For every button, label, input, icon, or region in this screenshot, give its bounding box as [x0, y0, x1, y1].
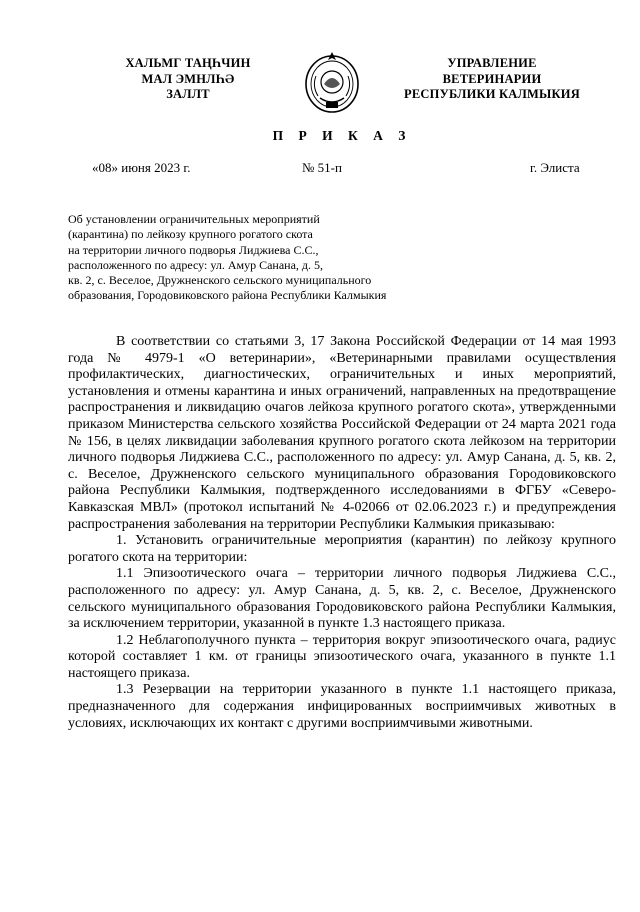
order-body [68, 334, 616, 732]
order-date: «08» июня 2023 г. [92, 160, 191, 175]
subject-line: Об установлении ограничительных мероприятий [68, 212, 320, 226]
subject-line: кв. 2, с. Веселое, Дружненского сельского муниципального [68, 273, 372, 288]
order-city: г. Элиста [530, 160, 580, 175]
issuer-russian-line: РЕСПУБЛИКИ КАЛМЫКИЯ [404, 87, 580, 101]
kalmykia-coat-of-arms-icon [302, 46, 362, 116]
subject-line: на территории личного подворья Лиджиева С.С., [68, 242, 319, 257]
order-subject [68, 212, 448, 304]
clause-1: 1. Установить ограничительные мероприятия (карантин) по лейкозу крупного рогатого скота на территории: [68, 533, 616, 565]
issuer-name-kalmyk [108, 56, 268, 103]
subject-line: образования, Городовиковского района Республики Калмыкия [68, 288, 387, 303]
issuer-russian-line: УПРАВЛЕНИЕ [447, 56, 537, 70]
issuer-russian-line: ВЕТЕРИНАРИИ [442, 71, 542, 86]
issuer-name-russian [392, 56, 592, 103]
clause-1-3: 1.3 Резервации на территории указанного в пункте 1.1 настоящего приказа, предназначенного для содержания инфицированных восприимчивых животных в условиях, исключающих их контакт с другими восприимчивыми животными. [68, 682, 616, 731]
preamble-paragraph: В соответствии со статьями 3, 17 Закона Российской Федерации от 14 мая 1993 года № 4979-1 «О ветеринарии», «Ветеринарными правилами осуществления профилактических, диагностических, ограничительных и иных мероприятий, установления и отмены карантина и иных ограничений, направленных на предотвращение распространения и ликвидацию очагов лейкоза крупного рогатого скота», утвержденными приказом Министерства сельского хозяйства Российской Федерации от 24 марта 2021 года № 156, в целях ликвидации заболевания крупного рогатого скота лейкозом на территории личного подворья Лиджиева С.С., расположенного по адресу: ул. Амур Санана, д. 5, кв. 2, с. Веселое, Дружненского сельского муниципального образования Городовиковского района Республики Калмыкия, подтвержденного исследованиями в ФГБУ «Северо-Кавказская МВЛ» (протокол испытаний № 4-02066 от 02.06.2023 г.) и предупреждения распространения заболевания на территории Республики Калмыкия приказываю: [68, 334, 616, 532]
issuer-kalmyk-line: МАЛ ЭМНЛҺӘ [141, 71, 235, 86]
clause-1-2: 1.2 Неблагополучного пункта – территория вокруг эпизоотического очага, радиус которой составляет 1 км. от границы эпизоотического очага, указанного в пункте 1.1 настоящего приказа. [68, 632, 616, 681]
document-title: П Р И К А З [272, 128, 412, 143]
issuer-kalmyk-line: ЗАЛЛТ [166, 87, 210, 101]
subject-line: расположенного по адресу: ул. Амур Санана, д. 5, [68, 257, 324, 272]
order-number: № 51-п [302, 160, 342, 175]
clause-1-1: 1.1 Эпизоотического очага – территории личного подворья Лиджиева С.С., расположенного по адресу: ул. Амур Санана, д. 5, кв. 2, с. Веселое, Дружненского сельского муниципального образования Городовиковского района Республики Калмыкия, за исключением территории, указанной в пункте 1.3 настоящего приказа. [68, 566, 616, 632]
issuer-kalmyk-line: ХАЛЬМГ ТАҢҺЧИН [125, 56, 251, 70]
subject-line: (карантина) по лейкозу крупного рогатого скота [68, 227, 313, 242]
